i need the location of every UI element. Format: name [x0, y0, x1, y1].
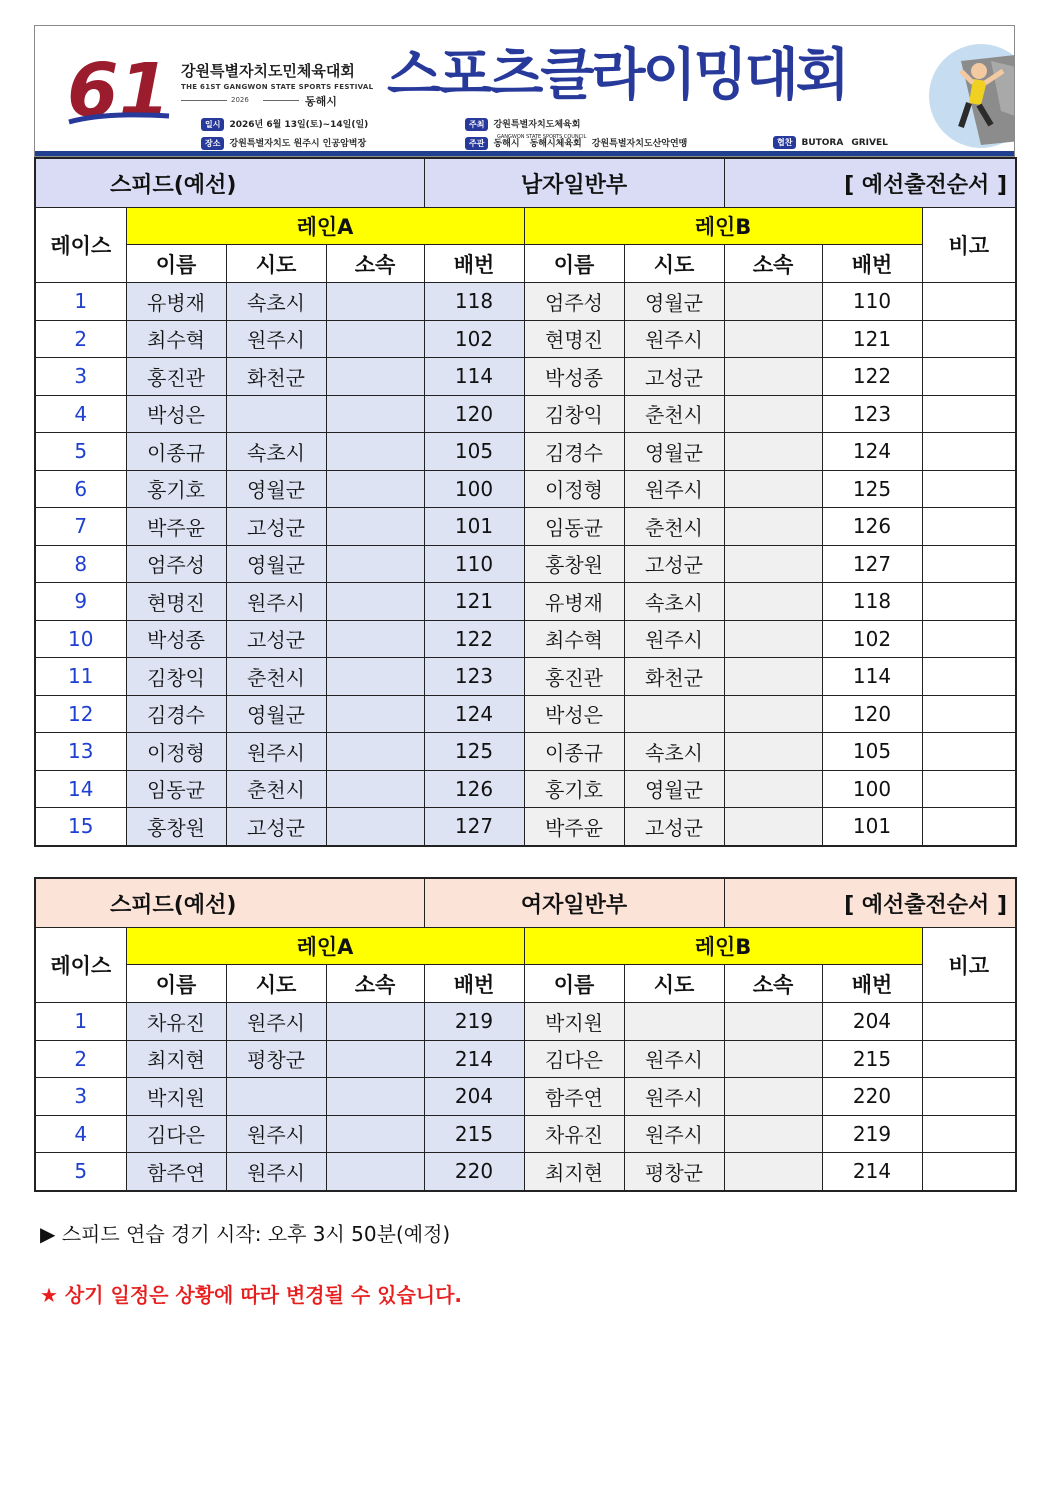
lane-a-bib: 102 [424, 320, 524, 358]
table-row [35, 320, 1016, 358]
lane-b-name: 박주윤 [524, 808, 624, 846]
women-column-header-row [35, 965, 1016, 1003]
lane-a-region: 속초시 [226, 283, 326, 321]
lane-a-team [326, 1115, 424, 1153]
lane-b-region: 원주시 [624, 1078, 724, 1116]
lane-b-bib: 126 [822, 508, 922, 546]
race-number: 2 [35, 1040, 126, 1078]
table-row [35, 770, 1016, 808]
lane-b-bib-header: 배번 [822, 245, 922, 283]
lane-b-team [724, 1003, 822, 1041]
lane-a-region: 평창군 [226, 1040, 326, 1078]
organizer-3: 강원특별자치도산악연맹 [591, 139, 688, 149]
banner-title: 스포츠클라이밍대회 [387, 43, 847, 108]
lane-a-team [326, 620, 424, 658]
lane-a-team [326, 283, 424, 321]
note-cell [922, 1153, 1016, 1191]
lane-b-team [724, 583, 822, 621]
lane-b-name: 박지원 [524, 1003, 624, 1041]
lane-b-region-header: 시도 [624, 245, 724, 283]
race-number: 11 [35, 658, 126, 696]
table-row [35, 283, 1016, 321]
lane-a-region: 춘천시 [226, 770, 326, 808]
lane-a-name: 홍진관 [126, 358, 226, 396]
schedule-notes [40, 1218, 462, 1308]
lane-b-region: 춘천시 [624, 395, 724, 433]
lane-b-name: 홍창원 [524, 545, 624, 583]
lane-a-team [326, 1040, 424, 1078]
lane-b-region-header: 시도 [624, 965, 724, 1003]
lane-b-bib: 114 [822, 658, 922, 696]
lane-a-region [226, 395, 326, 433]
race-number: 5 [35, 1153, 126, 1191]
table-row [35, 733, 1016, 771]
lane-b-name-header: 이름 [524, 965, 624, 1003]
practice-start-note: ▶ 스피드 연습 경기 시작: 오후 3시 50분(예정) [40, 1222, 451, 1246]
lane-a-team [326, 1003, 424, 1041]
lane-b-region: 고성군 [624, 358, 724, 396]
lane-b-team [724, 770, 822, 808]
women-lane-header-row [35, 928, 1016, 965]
note-cell [922, 508, 1016, 546]
race-number: 6 [35, 470, 126, 508]
men-start-list-table [34, 157, 1017, 847]
race-number: 2 [35, 320, 126, 358]
lane-a-team-header: 소속 [326, 245, 424, 283]
lane-a-bib: 101 [424, 508, 524, 546]
lane-b-bib: 127 [822, 545, 922, 583]
lane-a-team [326, 470, 424, 508]
schedule-change-warning: ★ 상기 일정은 상황에 따라 변경될 수 있습니다. [40, 1283, 463, 1307]
race-number: 12 [35, 695, 126, 733]
lane-b-header: 레인B [524, 208, 922, 245]
race-number: 7 [35, 508, 126, 546]
lane-a-team [326, 395, 424, 433]
lane-b-region: 고성군 [624, 808, 724, 846]
organizer-1: 동해시 [493, 139, 520, 149]
lane-b-name: 홍진관 [524, 658, 624, 696]
lane-b-bib: 102 [822, 620, 922, 658]
lane-a-region [226, 1078, 326, 1116]
table-row [35, 1153, 1016, 1191]
lane-a-bib: 220 [424, 1153, 524, 1191]
lane-a-bib: 120 [424, 395, 524, 433]
lane-a-name: 최수혁 [126, 320, 226, 358]
lane-b-bib: 122 [822, 358, 922, 396]
lane-a-name: 박지원 [126, 1078, 226, 1116]
men-division-title: 남자일반부 [424, 158, 724, 208]
date-tag: 일시 [201, 118, 224, 131]
race-number: 8 [35, 545, 126, 583]
lane-a-bib: 126 [424, 770, 524, 808]
lane-a-team [326, 1078, 424, 1116]
lane-a-team [326, 320, 424, 358]
host-text-en: GANGWON STATE SPORTS COUNCIL [497, 134, 587, 140]
race-number: 10 [35, 620, 126, 658]
men-column-header-row [35, 245, 1016, 283]
lane-a-name: 홍창원 [126, 808, 226, 846]
lane-a-team [326, 433, 424, 471]
sponsor-1: BUTORA [801, 138, 844, 148]
lane-a-team [326, 358, 424, 396]
lane-a-bib: 121 [424, 583, 524, 621]
lane-b-bib: 105 [822, 733, 922, 771]
lane-a-name: 김경수 [126, 695, 226, 733]
lane-b-name: 박성종 [524, 358, 624, 396]
lane-b-bib-header: 배번 [822, 965, 922, 1003]
lane-b-region: 화천군 [624, 658, 724, 696]
men-lane-header-row [35, 208, 1016, 245]
lane-b-bib: 123 [822, 395, 922, 433]
lane-a-team [326, 733, 424, 771]
lane-a-team [326, 1153, 424, 1191]
lane-b-region: 속초시 [624, 583, 724, 621]
lane-b-name: 김창익 [524, 395, 624, 433]
venue-text: 강원특별자치도 원주시 인공암벽장 [229, 139, 367, 149]
lane-a-team [326, 658, 424, 696]
lane-a-name: 차유진 [126, 1003, 226, 1041]
lane-a-name: 최지현 [126, 1040, 226, 1078]
lane-a-name: 김창익 [126, 658, 226, 696]
women-start-list-table [34, 877, 1017, 1192]
note-column-header: 비고 [922, 208, 1016, 283]
lane-b-name: 차유진 [524, 1115, 624, 1153]
note-cell [922, 1040, 1016, 1078]
lane-b-name: 최지현 [524, 1153, 624, 1191]
festival-city: 동해시 [305, 95, 337, 108]
lane-a-team [326, 508, 424, 546]
lane-b-name: 박성은 [524, 695, 624, 733]
lane-b-region: 춘천시 [624, 508, 724, 546]
lane-b-name: 이정형 [524, 470, 624, 508]
lane-b-team [724, 470, 822, 508]
venue-tag: 장소 [201, 137, 224, 150]
race-number: 9 [35, 583, 126, 621]
lane-b-team [724, 1040, 822, 1078]
lane-a-name-header: 이름 [126, 965, 226, 1003]
lane-b-region: 원주시 [624, 470, 724, 508]
table-row [35, 620, 1016, 658]
lane-b-bib: 118 [822, 583, 922, 621]
table-row [35, 1003, 1016, 1041]
event-venue [201, 136, 366, 150]
race-number: 5 [35, 433, 126, 471]
table-row [35, 358, 1016, 396]
race-number: 4 [35, 1115, 126, 1153]
host-text: 강원특별자치도체육회 [493, 120, 581, 130]
men-title-row [35, 158, 1016, 208]
men-order-title: [ 예선출전순서 ] [724, 158, 1016, 208]
lane-b-name: 함주연 [524, 1078, 624, 1116]
note-cell [922, 695, 1016, 733]
lane-b-region: 원주시 [624, 320, 724, 358]
lane-b-team [724, 733, 822, 771]
women-division-title: 여자일반부 [424, 878, 724, 928]
race-number: 13 [35, 733, 126, 771]
lane-a-bib: 122 [424, 620, 524, 658]
lane-b-team [724, 658, 822, 696]
lane-b-bib: 101 [822, 808, 922, 846]
lane-a-bib: 214 [424, 1040, 524, 1078]
lane-a-bib: 127 [424, 808, 524, 846]
lane-b-team [724, 508, 822, 546]
note-cell [922, 1003, 1016, 1041]
lane-a-name: 현명진 [126, 583, 226, 621]
lane-b-bib: 125 [822, 470, 922, 508]
women-event-title: 스피드(예선) [35, 878, 424, 928]
lane-a-bib: 124 [424, 695, 524, 733]
organizer-2: 동해시체육회 [529, 139, 582, 149]
lane-b-bib: 204 [822, 1003, 922, 1041]
lane-a-bib: 114 [424, 358, 524, 396]
lane-b-team [724, 545, 822, 583]
note-cell [922, 808, 1016, 846]
event-organizers [465, 136, 697, 150]
note-cell [922, 283, 1016, 321]
race-number: 15 [35, 808, 126, 846]
lane-b-team [724, 320, 822, 358]
table-row [35, 508, 1016, 546]
note-cell [922, 395, 1016, 433]
lane-a-region: 영월군 [226, 470, 326, 508]
lane-a-bib: 105 [424, 433, 524, 471]
lane-a-bib-header: 배번 [424, 965, 524, 1003]
lane-b-bib: 120 [822, 695, 922, 733]
festival-name-ko: 강원특별자치도민체육대회 [181, 62, 355, 80]
lane-b-region: 원주시 [624, 1115, 724, 1153]
lane-a-name: 박주윤 [126, 508, 226, 546]
race-number: 4 [35, 395, 126, 433]
lane-a-team [326, 770, 424, 808]
lane-a-team-header: 소속 [326, 965, 424, 1003]
lane-b-bib: 220 [822, 1078, 922, 1116]
lane-a-bib: 125 [424, 733, 524, 771]
lane-a-region: 원주시 [226, 733, 326, 771]
lane-b-team [724, 1078, 822, 1116]
lane-a-region: 고성군 [226, 620, 326, 658]
event-sponsors [773, 136, 888, 149]
lane-a-bib-header: 배번 [424, 245, 524, 283]
date-text: 2026년 6월 13일(토)~14일(일) [229, 120, 369, 130]
lane-a-region: 원주시 [226, 1153, 326, 1191]
festival-year: 2026 [231, 96, 249, 104]
event-date [201, 117, 368, 131]
lane-b-name-header: 이름 [524, 245, 624, 283]
lane-b-name: 임동균 [524, 508, 624, 546]
lane-a-bib: 123 [424, 658, 524, 696]
lane-a-team [326, 695, 424, 733]
table-row [35, 1078, 1016, 1116]
lane-a-name: 김다은 [126, 1115, 226, 1153]
lane-b-team [724, 1153, 822, 1191]
lane-a-region: 속초시 [226, 433, 326, 471]
lane-b-name: 현명진 [524, 320, 624, 358]
table-row [35, 583, 1016, 621]
lane-a-bib: 204 [424, 1078, 524, 1116]
lane-b-team [724, 433, 822, 471]
lane-b-team-header: 소속 [724, 965, 822, 1003]
note-cell [922, 433, 1016, 471]
lane-b-bib: 215 [822, 1040, 922, 1078]
note-cell [922, 545, 1016, 583]
lane-b-header: 레인B [524, 928, 922, 965]
logo-61-icon [65, 46, 173, 132]
note-cell [922, 583, 1016, 621]
lane-a-region: 영월군 [226, 695, 326, 733]
lane-a-region: 영월군 [226, 545, 326, 583]
note-cell [922, 1078, 1016, 1116]
lane-b-region: 속초시 [624, 733, 724, 771]
women-order-title: [ 예선출전순서 ] [724, 878, 1016, 928]
organizer-tag: 주관 [465, 137, 488, 150]
lane-a-region: 원주시 [226, 1003, 326, 1041]
women-title-row [35, 878, 1016, 928]
lane-a-bib: 219 [424, 1003, 524, 1041]
climber-icon [921, 41, 1015, 151]
note-cell [922, 1115, 1016, 1153]
lane-a-region: 춘천시 [226, 658, 326, 696]
lane-a-region: 고성군 [226, 808, 326, 846]
lane-b-name: 이종규 [524, 733, 624, 771]
lane-b-region [624, 1003, 724, 1041]
lane-b-name: 김경수 [524, 433, 624, 471]
lane-b-name: 최수혁 [524, 620, 624, 658]
lane-a-name: 박성종 [126, 620, 226, 658]
lane-b-bib: 100 [822, 770, 922, 808]
lane-b-region: 고성군 [624, 545, 724, 583]
note-cell [922, 320, 1016, 358]
lane-b-bib: 110 [822, 283, 922, 321]
lane-a-region: 화천군 [226, 358, 326, 396]
note-cell [922, 470, 1016, 508]
lane-b-team [724, 695, 822, 733]
table-row [35, 545, 1016, 583]
race-number: 14 [35, 770, 126, 808]
note-cell [922, 658, 1016, 696]
lane-b-team-header: 소속 [724, 245, 822, 283]
lane-a-team [326, 545, 424, 583]
lane-a-name: 이정형 [126, 733, 226, 771]
lane-b-name: 유병재 [524, 583, 624, 621]
lane-a-team [326, 583, 424, 621]
note-cell [922, 620, 1016, 658]
lane-a-region: 원주시 [226, 1115, 326, 1153]
lane-a-bib: 215 [424, 1115, 524, 1153]
coop-tag: 협찬 [773, 136, 796, 149]
lane-b-region: 영월군 [624, 283, 724, 321]
lane-b-name: 홍기호 [524, 770, 624, 808]
lane-a-name: 홍기호 [126, 470, 226, 508]
logo-number: 61 [67, 48, 170, 132]
lane-a-name-header: 이름 [126, 245, 226, 283]
table-row [35, 433, 1016, 471]
race-column-header: 레이스 [35, 928, 126, 1003]
lane-a-header: 레인A [126, 928, 524, 965]
lane-a-region: 고성군 [226, 508, 326, 546]
note-cell [922, 770, 1016, 808]
lane-a-name: 엄주성 [126, 545, 226, 583]
lane-a-region-header: 시도 [226, 965, 326, 1003]
table-row [35, 470, 1016, 508]
lane-b-team [724, 283, 822, 321]
table-row [35, 395, 1016, 433]
lane-b-region: 원주시 [624, 1040, 724, 1078]
lane-a-header: 레인A [126, 208, 524, 245]
lane-b-bib: 121 [822, 320, 922, 358]
race-column-header: 레이스 [35, 208, 126, 283]
lane-a-bib: 110 [424, 545, 524, 583]
lane-b-region: 원주시 [624, 620, 724, 658]
lane-b-region [624, 695, 724, 733]
lane-a-name: 함주연 [126, 1153, 226, 1191]
lane-a-region: 원주시 [226, 583, 326, 621]
lane-b-team [724, 620, 822, 658]
sponsor-2: GRIVEL [851, 138, 888, 148]
event-banner [34, 25, 1015, 157]
lane-b-name: 엄주성 [524, 283, 624, 321]
men-event-title: 스피드(예선) [35, 158, 424, 208]
lane-b-region: 영월군 [624, 770, 724, 808]
table-row [35, 1115, 1016, 1153]
note-column-header: 비고 [922, 928, 1016, 1003]
lane-b-team [724, 395, 822, 433]
table-row [35, 808, 1016, 846]
lane-b-region: 영월군 [624, 433, 724, 471]
race-number: 1 [35, 283, 126, 321]
lane-a-region: 원주시 [226, 320, 326, 358]
lane-a-name: 이종규 [126, 433, 226, 471]
table-row [35, 695, 1016, 733]
lane-a-team [326, 808, 424, 846]
lane-a-region-header: 시도 [226, 245, 326, 283]
table-row [35, 1040, 1016, 1078]
lane-b-bib: 124 [822, 433, 922, 471]
table-row [35, 658, 1016, 696]
note-cell [922, 733, 1016, 771]
race-number: 3 [35, 358, 126, 396]
lane-a-bib: 100 [424, 470, 524, 508]
lane-a-name: 박성은 [126, 395, 226, 433]
lane-b-name: 김다은 [524, 1040, 624, 1078]
lane-b-bib: 219 [822, 1115, 922, 1153]
race-number: 3 [35, 1078, 126, 1116]
festival-name-en: THE 61ST GANGWON STATE SPORTS FESTIVAL [181, 83, 374, 91]
race-number: 1 [35, 1003, 126, 1041]
lane-b-team [724, 1115, 822, 1153]
lane-b-team [724, 358, 822, 396]
host-tag: 주최 [465, 118, 488, 131]
lane-a-name: 유병재 [126, 283, 226, 321]
lane-a-name: 임동균 [126, 770, 226, 808]
lane-b-region: 평창군 [624, 1153, 724, 1191]
lane-a-bib: 118 [424, 283, 524, 321]
lane-b-team [724, 808, 822, 846]
note-cell [922, 358, 1016, 396]
lane-b-bib: 214 [822, 1153, 922, 1191]
